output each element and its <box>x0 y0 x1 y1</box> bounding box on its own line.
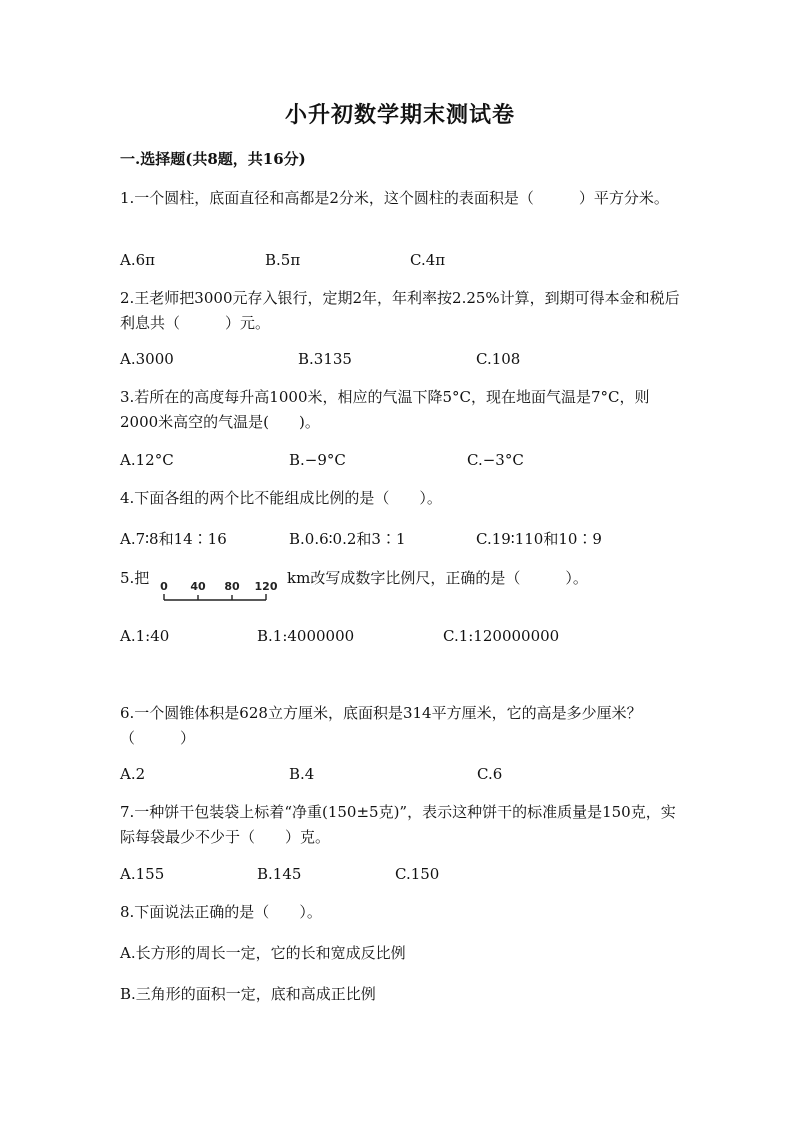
question-1-option-a[interactable]: A.6π <box>120 251 156 269</box>
question-5-text-after: km改写成数字比例尺，正确的是（ ）。 <box>287 569 588 587</box>
question-4-option-c[interactable]: C.19∶110和10∶9 <box>476 530 602 548</box>
question-8-text: 8.下面说法正确的是（ ）。 <box>120 903 322 921</box>
question-5-option-c[interactable]: C.1:120000000 <box>443 627 560 645</box>
question-1-option-c[interactable]: C.4π <box>410 251 446 269</box>
scale-label-40: 40 <box>190 580 206 593</box>
scale-label-0: 0 <box>160 580 168 593</box>
question-4-option-a[interactable]: A.7∶8和14∶16 <box>120 530 227 548</box>
question-6-option-a[interactable]: A.2 <box>120 765 146 783</box>
question-2-option-c[interactable]: C.108 <box>476 350 521 368</box>
question-5-text-before: 5.把 <box>120 569 150 587</box>
section-heading: 一.选择题(共8题，共16分) <box>120 150 306 168</box>
question-1-option-b[interactable]: B.5π <box>265 251 301 269</box>
scale-label-80: 80 <box>224 580 240 593</box>
question-2-option-a[interactable]: A.3000 <box>120 350 174 368</box>
question-4-option-b[interactable]: B.0.6∶0.2和3∶1 <box>289 530 406 548</box>
question-8-option-a[interactable]: A.长方形的周长一定，它的长和宽成反比例 <box>120 944 406 962</box>
question-5-option-b[interactable]: B.1:4000000 <box>257 627 355 645</box>
question-7-option-b[interactable]: B.145 <box>257 865 302 883</box>
question-5-option-a[interactable]: A.1:40 <box>120 627 170 645</box>
question-6-option-c[interactable]: C.6 <box>477 765 503 783</box>
question-2-option-b[interactable]: B.3135 <box>298 350 352 368</box>
question-3-option-b[interactable]: B.−9°C <box>289 451 346 469</box>
question-3-option-a[interactable]: A.12°C <box>120 451 174 469</box>
question-4-text: 4.下面各组的两个比不能组成比例的是（ ）。 <box>120 489 442 507</box>
question-7-text: 7.一种饼干包装袋上标着“净重(150±5克)”，表示这种饼干的标准质量是150克，实际每袋最少不少于（ ）克。 <box>120 803 676 846</box>
question-7-option-a[interactable]: A.155 <box>120 865 165 883</box>
question-1-text: 1.一个圆柱，底面直径和高都是2分米，这个圆柱的表面积是（ ）平方分米。 <box>120 189 669 207</box>
question-6-text: 6.一个圆锥体积是628立方厘米，底面积是314平方厘米，它的高是多少厘米？（ ） <box>120 704 642 747</box>
scale-bar-image <box>158 578 282 604</box>
question-3-text: 3.若所在的高度每升高1000米，相应的气温下降5°C，现在地面气温是7°C，则2000米高空的气温是( )。 <box>120 388 650 431</box>
question-3-option-c[interactable]: C.−3°C <box>467 451 524 469</box>
question-8-option-b[interactable]: B.三角形的面积一定，底和高成正比例 <box>120 985 376 1003</box>
scale-label-120: 120 <box>254 580 278 593</box>
question-2-text: 2.王老师把3000元存入银行，定期2年，年利率按2.25%计算，到期可得本金和税后利息共（ ）元。 <box>120 289 680 332</box>
question-7-option-c[interactable]: C.150 <box>395 865 440 883</box>
question-6-option-b[interactable]: B.4 <box>289 765 315 783</box>
page-title: 小升初数学期末测试卷 <box>284 102 515 128</box>
